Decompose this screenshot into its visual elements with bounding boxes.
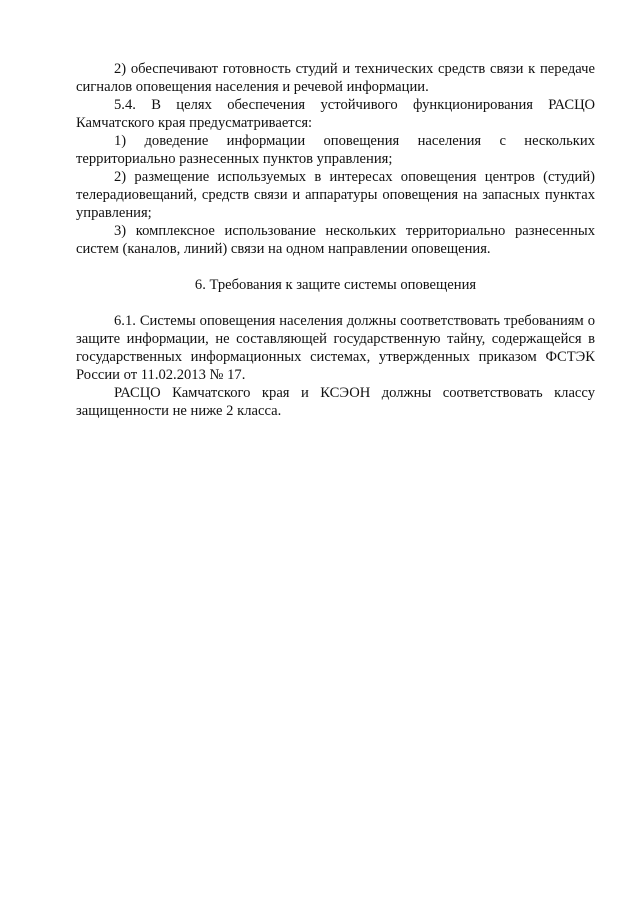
section-heading: 6. Требования к защите системы оповещения <box>194 277 477 293</box>
document-body <box>76 60 595 420</box>
paragraph-5-4: 5.4. В целях обеспечения устойчивого функционирования РАСЦО Камчатского края предусматривается: <box>76 97 595 131</box>
paragraph-protection-class: РАСЦО Камчатского края и КСЭОН должны соответствовать классу защищенности не ниже 2 класса. <box>76 385 595 419</box>
paragraph-item-1: 1) доведение информации оповещения населения с нескольких территориально разнесенных пунктов управления; <box>76 133 595 167</box>
paragraph-item-2: 2) размещение используемых в интересах оповещения центров (студий) телерадиовещаний, средств связи и аппаратуры оповещения на запасных пунктах управления; <box>76 169 595 221</box>
paragraph-6-1: 6.1. Системы оповещения населения должны соответствовать требованиям о защите информации, не составляющей государственную тайну, содержащейся в государственных информационных системах, утвержденных приказом ФСТЭК России от 11.02.2013 № 17. <box>76 313 595 383</box>
paragraph-item-3: 3) комплексное использование нескольких территориально разнесенных систем (каналов, линий) связи на одном направлении оповещения. <box>76 223 595 257</box>
paragraph-item-2-readiness: 2) обеспечивают готовность студий и технических средств связи к передаче сигналов оповещения населения и речевой информации. <box>76 61 595 95</box>
